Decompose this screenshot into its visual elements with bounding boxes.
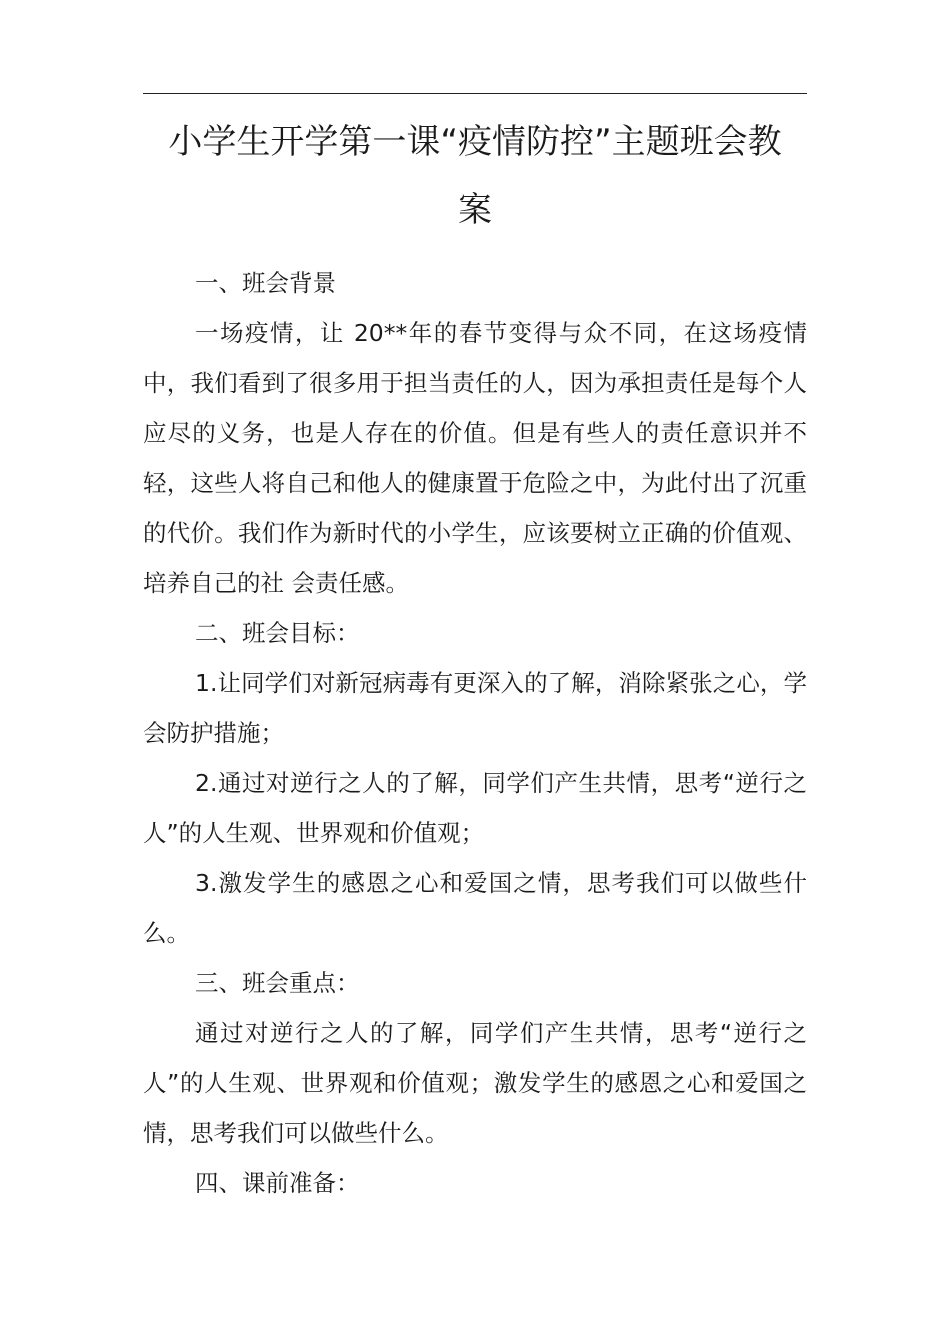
section-heading-background: 一、班会背景 xyxy=(195,269,336,297)
paragraph-focus: 通过对逆行之人的了解，同学们产生共情，思考“逆行之人”的人生观、世界观和价值观；激发学生的感恩之心和爱国之情，思考我们可以做些什么。 xyxy=(143,1019,807,1147)
title-line-1: 小学生开学第一课“疫情防控”主题班会教 xyxy=(168,122,782,162)
title-line-2: 案 xyxy=(458,190,492,230)
goal-item-3: 3.激发学生的感恩之心和爱国之情，思考我们可以做些什么。 xyxy=(143,869,807,947)
document-body xyxy=(143,258,807,1208)
header-rule xyxy=(143,93,807,94)
section-heading-focus: 三、班会重点： xyxy=(195,969,360,997)
goal-item-1: 1.让同学们对新冠病毒有更深入的了解，消除紧张之心，学会防护措施； xyxy=(143,669,807,747)
section-heading-preparation: 四、课前准备： xyxy=(195,1169,360,1197)
section-heading-goals: 二、班会目标： xyxy=(195,619,360,647)
goal-item-2: 2.通过对逆行之人的了解，同学们产生共情，思考“逆行之人”的人生观、世界观和价值观； xyxy=(143,769,807,847)
document-title xyxy=(143,108,807,244)
paragraph-background: 一场疫情，让 20**年的春节变得与众不同，在这场疫情中，我们看到了很多用于担当责任的人，因为承担责任是每个人应尽的义务，也是人存在的价值。但是有些人的责任意识并不轻，这些人将自己和他人的健康置于危险之中，为此付出了沉重的代价。我们作为新时代的小学生，应该要树立正确的价值观、培养自己的社 会责任感。 xyxy=(143,319,807,597)
